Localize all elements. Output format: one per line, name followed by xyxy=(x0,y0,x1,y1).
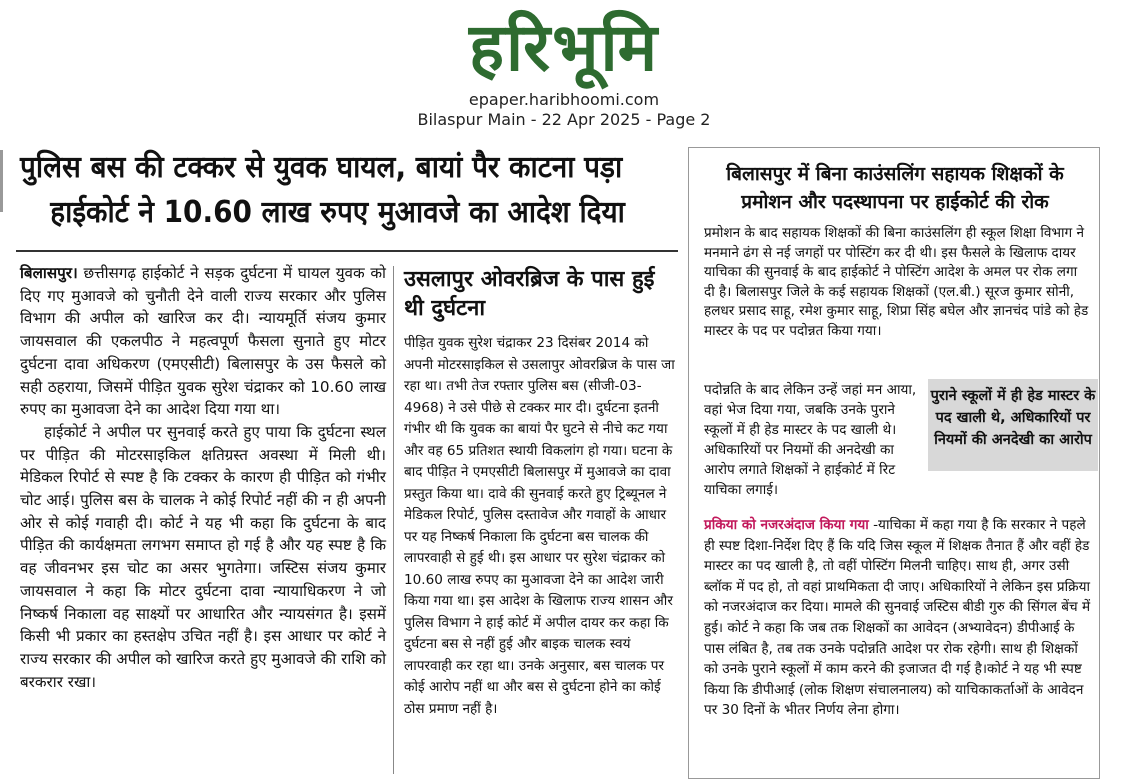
subheadline: उसलापुर ओवरब्रिज के पास हुई थी दुर्घटना xyxy=(404,267,655,321)
side-story-headline: बिलासपुर में बिना काउंसलिंग सहायक शिक्षकों के प्रमोशन और पदस्थापना पर हाईकोर्ट की रोक xyxy=(726,163,1064,213)
newspaper-logo: हरिभूमि xyxy=(468,9,660,86)
side-story-para1: प्रमोशन के बाद सहायक शिक्षकों की बिना काउंसलिंग ही स्कूल शिक्षा विभाग ने मनमाने ढंग से नई जगहों पर पोस्टिंग कर दी थी। इस फैसले के खिलाफ दायर याचिका की सुनवाई के बाद हाईकोर्ट ने पोस्टिंग आदेश के अमल पर रोक लगा दी है। बिलासपुर जिले के कई सहायक शिक्षकों (एल.बी.) सूरज कुमार सोनी, हलधर प्रसाद साहू, रमेश कुमार साहू, शिप्रा सिंह बघेल और ज्ञानचंद पांडे को हेड मास्टर के पद पर पदोन्नत किया गया। xyxy=(704,225,1089,339)
para1-text: छत्तीसगढ़ हाईकोर्ट ने सड़क दुर्घटना में घायल युवक को दिए गए मुआवजे को चुनौती देने वाली राज्य सरकार और पुलिस विभाग की अपील को खारिज कर दी। न्यायमूर्ति संजय कुमार जायसवाल की एकलपीठ ने महत्वपूर्ण फैसला सुनाते हुए मोटर दुर्घटना दावा अधिकरण (एमएसीटी) बिलासपुर के उस फैसले को सही ठहराया, जिसमें पीड़ित युवक सुरेश चंद्राकर को 10.60 लाख रुपए का मुआवजा देने का आदेश दिया गया था। xyxy=(20,264,386,419)
main-headline-line1: पुलिस बस की टक्कर से युवक घायल, बायां पैर काटना पड़ा xyxy=(20,150,623,185)
edition-info: Bilaspur Main - 22 Apr 2025 - Page 2 xyxy=(417,110,711,129)
side-story-para2: पदोन्नति के बाद लेकिन उन्हें जहां मन आया, वहां भेज दिया गया, जबकि उनके पुराने स्कूलों में ही हेड मास्टर के पद खाली थे। अधिकारियों पर नियमों की अनदेखी का आरोप लगाते शिक्षकों ने हाईकोर्ट में रिट याचिका लगाई। xyxy=(704,382,917,498)
mid-column-body xyxy=(404,333,676,720)
dateline: बिलासपुर। xyxy=(20,264,78,282)
main-headline-line2: हाईकोर्ट ने 10.60 लाख रुपए मुआवजे का आदेश दिया xyxy=(50,195,625,230)
para3-text: -याचिका में कहा गया है कि सरकार ने पहले ही स्पष्ट दिशा-निर्देश दिए हैं कि यदि जिस स्कूल में शिक्षक तैनात हैं और वहीं हेड मास्टर का पद खाली है, तो वहीं पोस्टिंग मिलनी चाहिए। साथ ही, अगर उसी ब्लॉक में पद हो, तो वहां प्राथमिकता दी जाए। अधिकारियों ने लेकिन इस प्रक्रिया को नजरअंदाज कर दिया। मामले की सुनवाई जस्टिस बीडी गुरु की सिंगल बेंच में हुई। कोर्ट ने कहा कि जब तक शिक्षकों का आवेदन (अभ्यावेदन) डीपीआई के पास लंबित है, तब तक उनके पदोन्नति आदेश पर रोक रहेगी। साथ ही शिक्षकों को उनके पुराने स्कूलों में काम करने की इजाजत दी गई है।कोर्ट ने यह भी स्पष्ट किया कि डीपीआई (लोक शिक्षण संचालनालय) को याचिकाकर्ताओं के आवेदन पर 30 दिनों के भीतर निर्णय लेना होगा। xyxy=(704,517,1091,719)
column-divider xyxy=(393,266,394,774)
main-story-para1 xyxy=(20,262,386,421)
headline-divider xyxy=(16,250,678,252)
left-edge-bar xyxy=(0,150,3,212)
site-url: epaper.haribhoomi.com xyxy=(468,90,660,109)
para3-lead: प्रकिया को नजरअंदाज किया गया xyxy=(704,517,869,533)
main-story-para2: हाईकोर्ट ने अपील पर सुनवाई करते हुए पाया कि दुर्घटना स्थल पर पीड़ित की मोटरसाइकिल क्षतिग्रस्त अवस्था में मिली थी। मेडिकल रिपोर्ट से स्पष्ट है कि टक्कर के कारण ही पीड़ित को गंभीर चोट आई। पुलिस बस के चालक ने कोई रिपोर्ट नहीं की न ही अपनी ओर से कोई गवाही दी। कोर्ट ने यह भी कहा कि दुर्घटना के बाद पीड़ित की कार्यक्षमता लगभग समाप्त हो गई है और यह स्पष्ट है कि वह जीवनभर इस चोट का असर भुगतेगा। जस्टिस संजय कुमार जायसवाल ने कहा कि मोटर दुर्घटना दावा न्यायाधिकरण ने जो निष्कर्ष निकाला वह साक्ष्यों पर आधारित और न्यायसंगत है। इसमें किसी भी प्रकार का हस्तक्षेप उचित नहीं है। इस आधार पर कोर्ट ने राज्य सरकार की अपील को खारिज करते हुए मुआवजे की राशि को बरकरार रखा। xyxy=(20,422,386,691)
side-story-para3 xyxy=(704,515,1094,721)
pull-quote: पुराने स्कूलों में ही हेड मास्टर के पद खाली थे, अधिकारियों पर नियमों की अनदेखी का आरोप xyxy=(928,379,1098,471)
mid-column-text: पीड़ित युवक सुरेश चंद्राकर 23 दिसंबर 2014 को अपनी मोटरसाइकिल से उसलापुर ओवरब्रिज के पास जा रहा था। तभी तेज रफ्तार पुलिस बस (सीजी-03-4968) ने उसे पीछे से टक्कर मार दी। दुर्घटना इतनी गंभीर थी कि युवक का बायां पैर घुटने से नीचे कट गया और वह 65 प्रतिशत स्थायी विकलांग हो गया। घटना के बाद पीड़ित ने एमएसीटी बिलासपुर में मुआवजे का दावा प्रस्तुत किया था। दावे की सुनवाई करते हुए ट्रिब्यूनल ने मेडिकल रिपोर्ट, पुलिस दस्तावेज और गवाहों के आधार पर यह निष्कर्ष निकाला कि दुर्घटना बस चालक की लापरवाही से हुई थी। इस आधार पर सुरेश चंद्राकर को 10.60 लाख रुपए का मुआवजा देने का आदेश जारी किया गया था। इस आदेश के खिलाफ राज्य शासन और पुलिस विभाग ने हाई कोर्ट में अपील दायर कर कहा कि दुर्घटना बस से नहीं हुई और बाइक चालक स्वयं लापरवाही कर रहा था। उनके अनुसार, बस चालक पर कोई आरोप नहीं था और बस से दुर्घटना होने का कोई ठोस प्रमाण नहीं है। xyxy=(404,335,675,717)
main-story-body xyxy=(20,262,386,693)
